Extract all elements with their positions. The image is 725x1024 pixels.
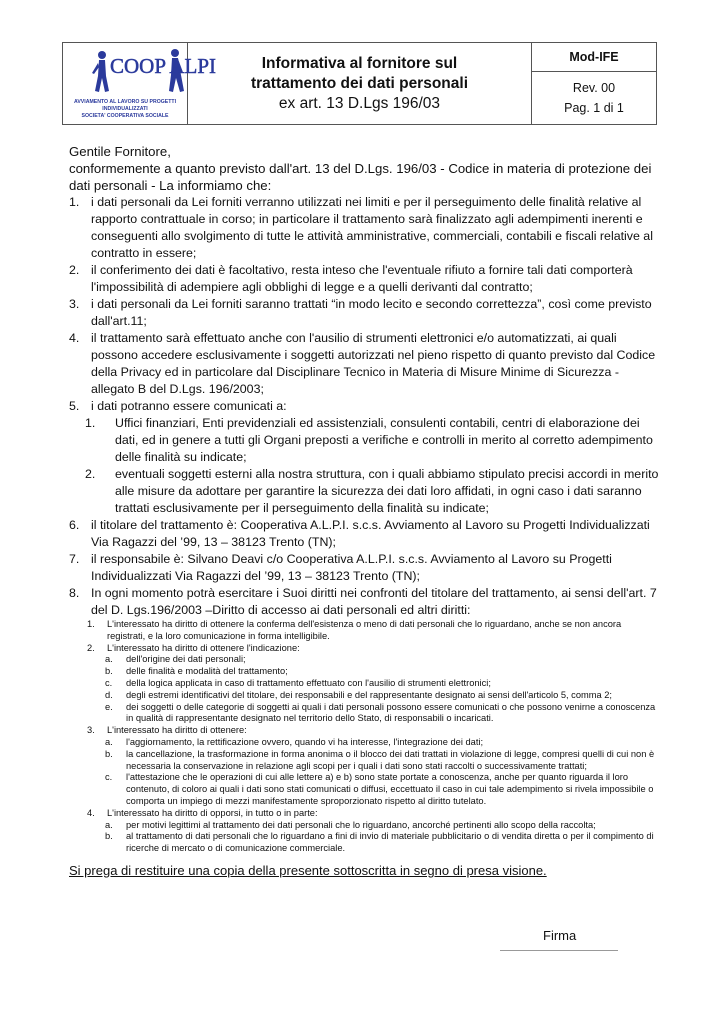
logo-subtitle-2: INDIVIDUALIZZATI — [102, 106, 148, 112]
info-list-continued — [69, 517, 659, 619]
list-item-number: 6. — [69, 518, 80, 532]
sub-item — [69, 466, 659, 517]
right-sub-item-text: dell'origine dei dati personali; — [126, 654, 246, 665]
list-item-text: il titolare del trattamento è: Cooperativa A.L.P.I. s.c.s. Avviamento al Lavoro su Progetti Individualizzati Via Ragazzi del ’99, 13 – 38123 Trento (TN); — [91, 518, 650, 549]
right-sub-item-text: l'attestazione che le operazioni di cui alle lettere a) e b) sono state portate a conoscenza, anche per quanto riguarda il loro contenuto, di coloro ai quali i dati sono stati comunicati o diffusi, eccettuato il caso in cui tale adempimento si rivela impossibile o comporta un impiego di mezzi manifestamente sproporzionato rispetto al diritto tutelato. — [126, 772, 654, 806]
document-header — [62, 42, 657, 125]
right-sub-item-text: l'aggiornamento, la rettificazione ovvero, quando vi ha interesse, l'integrazione dei dati; — [126, 736, 484, 747]
right-item-text: L'interessato ha diritto di opporsi, in tutto o in parte: — [107, 807, 318, 818]
right-sub-item-number: a. — [105, 736, 113, 747]
recipients-list — [69, 415, 659, 517]
document-title — [188, 43, 532, 124]
list-item — [69, 551, 659, 585]
right-sub-item — [69, 737, 659, 749]
list-item — [69, 585, 659, 619]
right-sub-item — [69, 772, 659, 807]
list-item — [69, 262, 659, 296]
title-line-3: ex art. 13 D.Lgs 196/03 — [278, 94, 441, 112]
right-sub-item-number: b. — [105, 666, 113, 677]
list-item — [69, 194, 659, 262]
right-sub-item — [69, 678, 659, 690]
signature-label: Firma — [543, 928, 577, 943]
right-sub-item-text: la cancellazione, la trasformazione in forma anonima o il blocco dei dati trattati in violazione di legge, compresi quelli di cui non è necessaria la conservazione in relazione agli scopi per i quali i dati sono stati raccolti o successivamente trattati; — [126, 748, 655, 771]
right-sub-item-text: per motivi legittimi al trattamento dei dati personali che lo riguardano, ancorché pertinenti allo scopo della raccolta; — [126, 819, 596, 830]
list-item-text: il trattamento sarà effettuato anche con l'ausilio di strumenti elettronici e/o automatizzati, ai quali possono accedere esclusivamente i soggetti autorizzati nel pieno rispetto di quanto previsto dal Codice della Privacy ed in particolare dal Disciplinare Tecnico in Materia di Misure Minime di Sicurezza - allegato B del D.Lgs. 196/2003; — [91, 331, 656, 396]
right-sub-item — [69, 702, 659, 726]
right-item-number: 3. — [87, 725, 95, 736]
list-item-number: 8. — [69, 586, 80, 600]
document-body — [69, 143, 659, 879]
right-item-text: L'interessato ha diritto di ottenere: — [107, 725, 247, 736]
right-sub-item-number: c. — [105, 677, 113, 688]
signature-line — [500, 950, 618, 951]
logo-text: COOP ALPI — [110, 54, 216, 78]
list-item-text: i dati personali da Lei forniti saranno trattati “in modo lecito e secondo correttezza”, così come previsto dall'art.11; — [91, 297, 652, 328]
sub-item-text: eventuali soggetti esterni alla nostra struttura, con i quali abbiamo stipulato precisi accordi in merito alle misure da adottare per garantire la sicurezza dei dati loro affidati, in ogni caso i dati saranno trattati esclusivamente per il perseguimento della finalità su indicate; — [115, 467, 659, 515]
right-sub-item-text: al trattamento di dati personali che lo riguardano a fini di invio di materiale pubblicitario o di vendita diretta o per il compimento di ricerche di mercato o di comunicazione commerciale. — [126, 831, 654, 854]
right-item-text: L'interessato ha diritto di ottenere l'indicazione: — [107, 642, 300, 653]
greeting: Gentile Fornitore, — [69, 144, 171, 159]
right-sub-item-number: b. — [105, 831, 113, 842]
right-sub-item — [69, 749, 659, 773]
right-sub-item — [69, 831, 659, 855]
coop-alpi-logo — [63, 43, 216, 124]
list-item — [69, 398, 659, 415]
right-sub-item — [69, 820, 659, 832]
list-item — [69, 517, 659, 551]
right-sub-item — [69, 654, 659, 666]
revision: Rev. 00 — [572, 81, 616, 95]
list-item-text: il conferimento dei dati è facoltativo, resta inteso che l'eventuale rifiuto a fornire tali dati comporterà l'impossibilità di adempiere agli obblighi di legge e a quelli derivanti dal contratto; — [91, 263, 633, 294]
right-sub-item-number: a. — [105, 819, 113, 830]
module-code: Mod-IFE — [532, 43, 656, 72]
list-item — [69, 296, 659, 330]
sub-item-number: 1. — [85, 416, 96, 430]
intro-text: conformemente a quanto previsto dall'art. 13 del D.Lgs. 196/03 - Codice in materia di protezione dei dati personali - La informiamo che: — [69, 161, 652, 193]
document-meta — [532, 43, 656, 124]
list-item-text: i dati personali da Lei forniti verranno utilizzati nei limiti e per il perseguimento delle finalità relative al rapporto contrattuale in corso; in particolare il trattamento sarà finalizzato agli adempimenti inerenti e conseguenti allo svolgimento di tutte le attività amministrative, commerciali, contabili e fiscali relative al contratto in essere; — [91, 195, 653, 260]
list-item-text: il responsabile è: Silvano Deavi c/o Cooperativa A.L.P.I. s.c.s. Avviamento al Lavoro su Progetti Individualizzati Via Ragazzi del ’99, 13 – 38123 Trento (TN); — [91, 552, 612, 583]
right-sub-item-number: c. — [105, 772, 113, 783]
info-list — [69, 194, 659, 415]
right-item-number: 1. — [87, 619, 95, 629]
right-item — [69, 808, 659, 820]
page-number: Pag. 1 di 1 — [564, 101, 624, 115]
right-sub-item-text: dei soggetti o delle categorie di soggetti ai quali i dati personali possono essere comunicati o che possono venirne a conoscenza in qualità di rappresentante designato nel territorio dello Stato, di responsabili o incaricati. — [126, 701, 656, 724]
return-notice: Si prega di restituire una copia della presente sottoscritta in segno di presa visione. — [69, 862, 547, 878]
right-sub-item-number: e. — [105, 701, 113, 712]
list-item-number: 2. — [69, 263, 80, 277]
right-item — [69, 643, 659, 655]
right-sub-item-text: delle finalità e modalità del trattamento; — [126, 666, 288, 677]
list-item-number: 5. — [69, 399, 80, 413]
list-item-number: 7. — [69, 552, 80, 566]
right-sub-item-number: b. — [105, 748, 113, 759]
right-sub-item-text: della logica applicata in caso di trattamento effettuato con l'ausilio di strumenti elettronici; — [126, 677, 491, 688]
right-sub-item-text: degli estremi identificativi del titolare, dei responsabili e del rappresentante designato ai sensi dell'articolo 5, comma 2; — [126, 689, 612, 700]
list-item-number: 1. — [69, 195, 80, 209]
list-item-text: In ogni momento potrà esercitare i Suoi diritti nei confronti del titolare del trattamento, ai sensi dell'art. 7 del D. Lgs.196/2003 –Diritto di accesso ai dati personali ed altri diritti: — [91, 586, 657, 617]
list-item — [69, 330, 659, 398]
sub-item — [69, 415, 659, 466]
right-item — [69, 725, 659, 737]
title-line-1: Informativa al fornitore sul — [261, 54, 458, 72]
right-item — [69, 619, 659, 643]
sub-item-text: Uffici finanziari, Enti previdenziali ed assistenziali, consulenti contabili, centri di elaborazione dei dati, ed in genere a tutti gli Organi preposti a verifiche e controlli in merito al corretto adempimento delle finalità su indicate; — [115, 416, 653, 464]
right-item-number: 4. — [87, 807, 95, 818]
list-item-text: i dati potranno essere comunicati a: — [91, 399, 287, 413]
right-sub-item-number: d. — [105, 689, 113, 700]
title-line-2: trattamento dei dati personali — [250, 74, 469, 92]
list-item-number: 3. — [69, 297, 80, 311]
list-item-number: 4. — [69, 331, 80, 345]
logo-subtitle-1: AVVIAMENTO AL LAVORO SU PROGETTI — [73, 99, 177, 105]
right-sub-item — [69, 666, 659, 678]
right-sub-item — [69, 690, 659, 702]
logo-subtitle-3: SOCIETA' COOPERATIVA SOCIALE — [81, 113, 169, 119]
right-sub-item-number: a. — [105, 654, 113, 665]
right-item-number: 2. — [87, 642, 95, 653]
right-item-text: L'interessato ha diritto di ottenere la conferma dell'esistenza o meno di dati personali che lo riguardano, anche se non ancora registrati, e la loro comunicazione in forma intelligibile. — [107, 619, 622, 641]
sub-item-number: 2. — [85, 467, 96, 481]
rights-list — [69, 619, 659, 855]
logo — [63, 43, 216, 124]
